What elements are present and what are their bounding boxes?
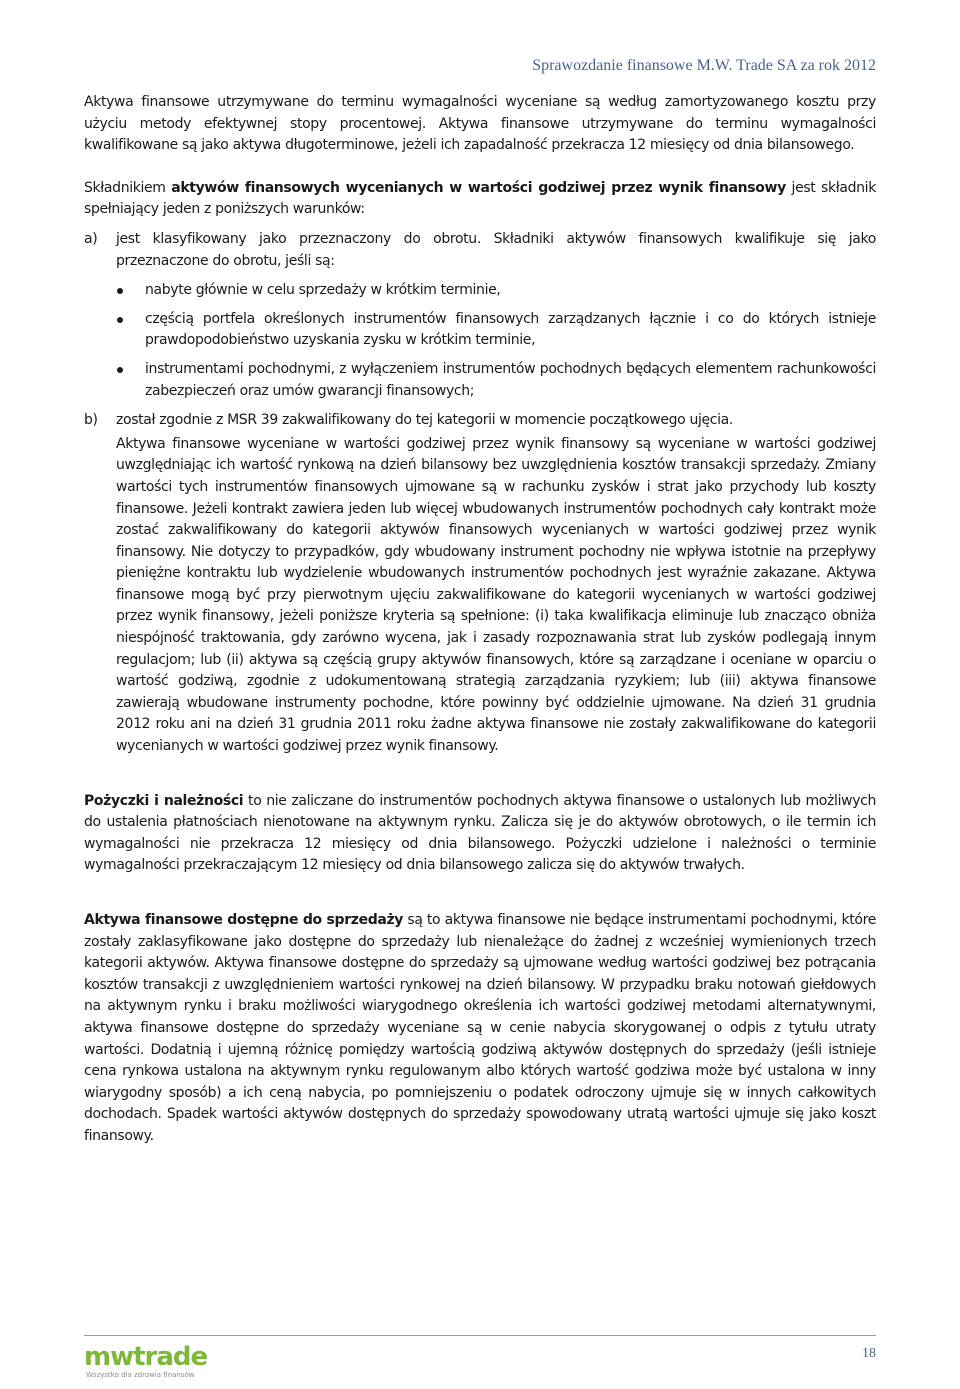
running-header: Sprawozdanie finansowe M.W. Trade SA za rok 2012	[532, 57, 876, 74]
paragraph-available-for-sale	[84, 910, 876, 1148]
condition-item-b	[84, 410, 876, 432]
bullet-item: nabyte głównie w celu sprzedaży w krótkim terminie,	[116, 280, 876, 302]
paragraph-fvtpl-measurement: Aktywa finansowe wyceniane w wartości godziwej przez wynik finansowy są wyceniane w wartości godziwej uwzględniając ich wartość rynkową na dzień bilansowy bez uwzględnienia kosztów transakcji sprzedaży. Zmiany wartości tych instrumentów finansowych ujmowane są w rachunku zysków i strat jako przychody lub koszty finansowe. Jeżeli kontrakt zawiera jeden lub więcej wbudowanych instrumentów pochodnych cały kontrakt może zostać zakwalifikowany do kategorii aktywów finansowych wycenianych w wartości godziwej przez wynik finansowy. Nie dotyczy to przypadków, gdy wbudowany instrument pochodny nie wpływa istotnie na przepływy pieniężne kontraktu lub wydzielenie wbudowanych instrumentów pochodnych jest wyraźnie zakazane. Aktywa finansowe mogą być przy pierwotnym ujęciu zakwalifikowane do kategorii wycenianych w wartości godziwej przez wynik finansowy, jeżeli poniższe kryteria są spełnione: (i) taka kwalifikacja eliminuje lub znacząco obniża niespójność traktowania, gdy zarówno wycena, jak i zasady rozpoznawania strat lub zysków podlegają innym regulacjom; lub (ii) aktywa są częścią grupy aktywów finansowych, które są zarządzane i oceniane w oparciu o wartość godziwą, zgodnie z udokumentowaną strategią zarządzania ryzykiem; lub (iii) aktywa finansowe zawierają wbudowane instrumenty pochodne, które powinny być oddzielnie ujmowane. Na dzień 31 grudnia 2012 roku ani na dzień 31 grudnia 2011 roku żadne aktywa finansowe nie zostały zakwalifikowane do kategorii wycenianych w wartości godziwej przez wynik finansowy.	[116, 435, 876, 755]
bullet-item: częścią portfela określonych instrumentów finansowych zarządzanych łącznie i co do których istnieje prawdopodobieństwo uzyskania zysku w krótkim terminie,	[116, 309, 876, 352]
text-run: Składnikiem	[84, 179, 172, 196]
paragraph-fvtpl-definition	[84, 178, 876, 221]
bullet-item: instrumentami pochodnymi, z wyłączeniem instrumentów pochodnych będących elementem rachunkowości zabezpieczeń oraz umów gwarancji finansowych;	[116, 359, 876, 402]
text-run: są to aktywa finansowe nie będące instrumentami pochodnymi, które zostały zaklasyfikowane jako dostępne do sprzedaży lub nienależące do żadnej z wcześniej wymienionych trzech kategorii aktywów. Aktywa finansowe dostępne do sprzedaży są ujmowane według wartości godziwej bez potrącania kosztów transakcji z uwzględnieniem wartości rynkowej na dzień bilansowy. W przypadku braku notowań giełdowych na aktywnym rynku i braku możliwości wiarygodnego określenia ich wartości godziwej metodami alternatywnymi, aktywa finansowe dostępne do sprzedaży wyceniane są w cenie nabycia skorygowanej o odpis z tytułu utraty wartości. Dodatnią i ujemną różnicę pomiędzy wartością godziwą aktywów dostępnych do sprzedaży (jeśli istnieje cena rynkowa ustalona na aktywnym rynku regulowanym albo których wartość godziwa może być ustalona w inny wiarygodny sposób) a ich ceną nabycia, po pomniejszeniu o podatek odroczony ujmuje się w innych całkowitych dochodach. Spadek wartości aktywów dostępnych do sprzedaży spowodowany utratą wartości ujmuje się jako koszt finansowy.	[84, 912, 876, 1144]
paragraph-loans-receivables	[84, 791, 876, 877]
page-number: 18	[862, 1346, 876, 1361]
list-marker: a)	[84, 230, 98, 247]
bold-term: aktywów finansowych wycenianych w wartości godziwej przez wynik finansowy	[171, 179, 786, 196]
text-run: jest składnik spełniający jeden z poniższych warunków:	[84, 179, 876, 218]
bold-term: Aktywa finansowe dostępne do sprzedaży	[84, 912, 404, 928]
mwtrade-logo	[84, 1343, 244, 1383]
list-marker: b)	[84, 412, 98, 429]
condition-text: został zgodnie z MSR 39 zakwalifikowany do tej kategorii w momencie początkowego ujęcia.	[116, 412, 734, 429]
condition-item-a	[84, 229, 876, 402]
logo-tagline: Wszystko dla zdrowia finansów	[86, 1371, 195, 1379]
condition-text: jest klasyfikowany jako przeznaczony do obrotu. Składniki aktywów finansowych kwalifikuje się jako przeznaczone do obrotu, jeśli są:	[116, 230, 876, 269]
text-run: to nie zaliczane do instrumentów pochodnych aktywa finansowe o ustalonych lub możliwych do ustalenia płatnościach nienotowane na aktywnym rynku. Zalicza się je do aktywów obrotowych, o ile termin ich wymagalności nie przekracza 12 miesięcy od dnia bilansowego. Pożyczki udzielone i należności o terminie wymagalności przekraczającym 12 miesięcy od dnia bilansowego zalicza się do aktywów trwałych.	[84, 792, 877, 874]
document-body	[84, 92, 876, 1148]
logo-wordmark: mwtrade	[84, 1342, 208, 1372]
paragraph-held-to-maturity: Aktywa finansowe utrzymywane do terminu wymagalności wyceniane są według zamortyzowanego kosztu przy użyciu metody efektywnej stopy procentowej. Aktywa finansowe utrzymywane do terminu wymagalności kwalifikowane są jako aktywa długoterminowe, jeżeli ich zapadalność przekracza 12 miesięcy od dnia bilansowego.	[84, 94, 876, 154]
bullet-list	[116, 280, 876, 402]
conditions-list	[84, 229, 876, 432]
bold-term: Pożyczki i należności	[84, 792, 244, 809]
footer-divider	[84, 1335, 876, 1336]
